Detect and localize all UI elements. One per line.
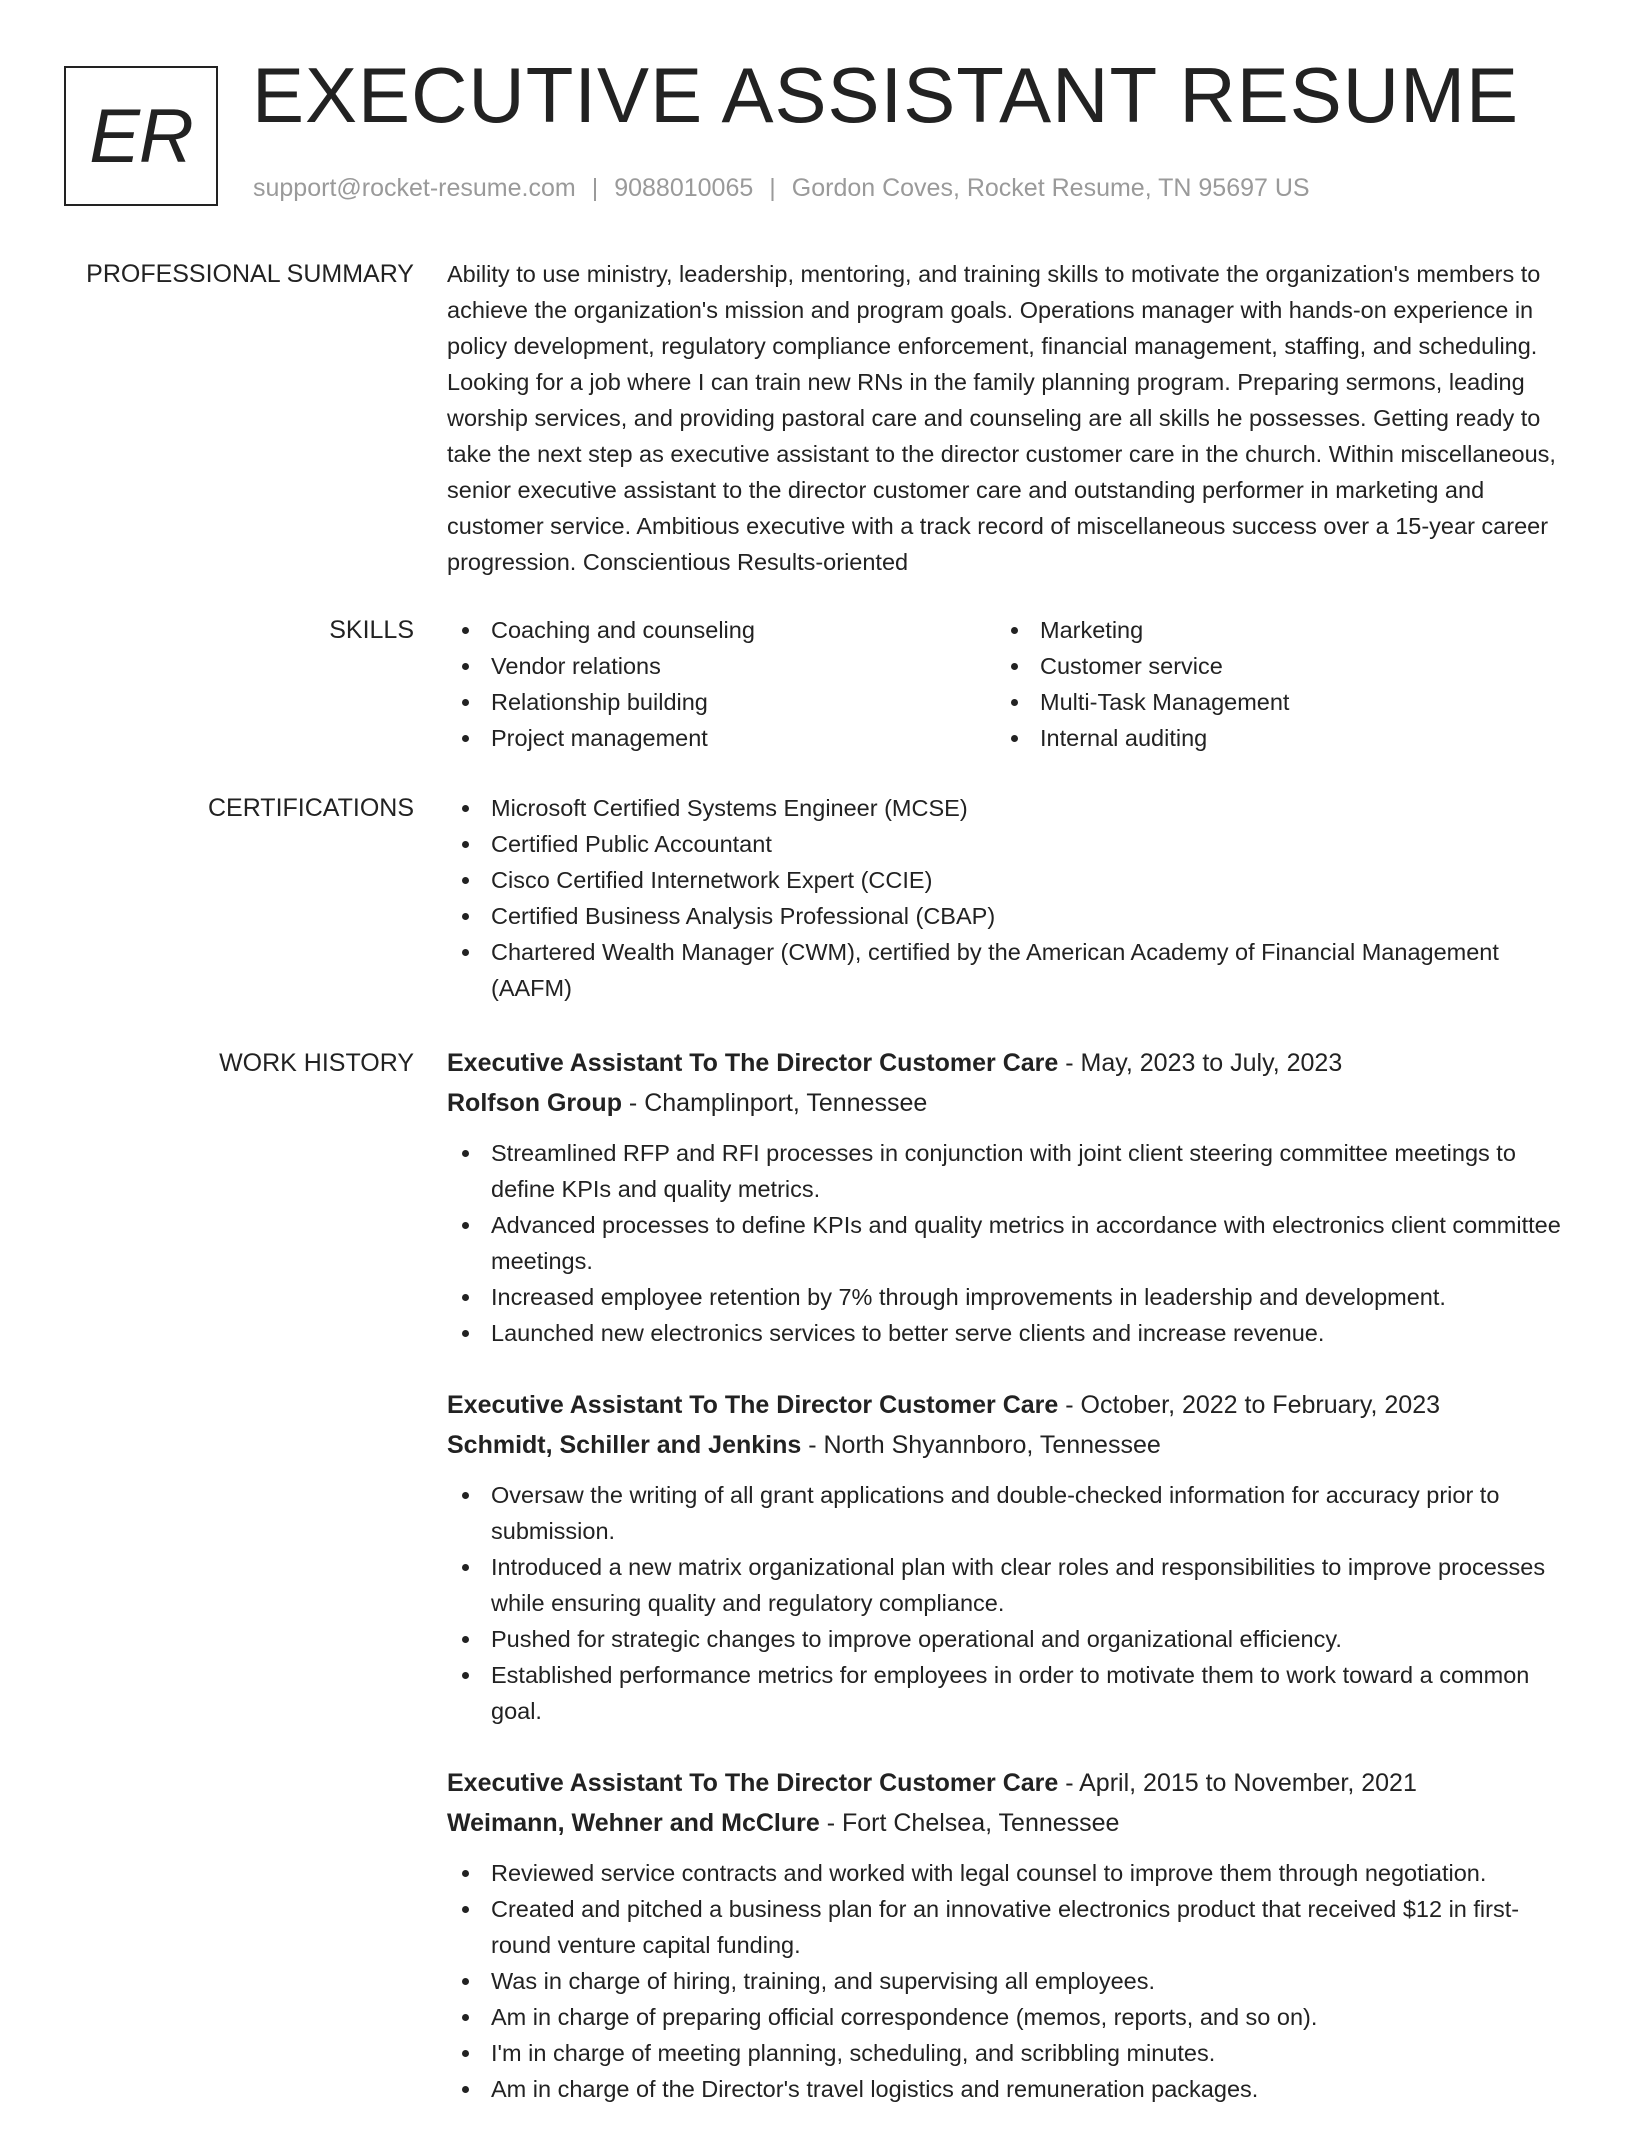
job-duty: Oversaw the writing of all grant applications and double-checked information for accuracy prior to submission. [447, 1477, 1567, 1549]
job-employer [447, 1083, 1567, 1123]
job-entry [447, 1763, 1567, 2107]
contact-phone: 9088010065 [614, 174, 754, 202]
skill-item: Relationship building [447, 684, 996, 720]
job-employer [447, 1425, 1567, 1465]
skill-item: Vendor relations [447, 648, 996, 684]
job-duties [447, 1855, 1567, 2107]
skill-item: Internal auditing [996, 720, 1545, 756]
certifications-body [447, 790, 1567, 1006]
job-duty: Reviewed service contracts and worked with legal counsel to improve them through negotiation. [447, 1855, 1567, 1891]
monogram-logo: ER [64, 66, 218, 206]
job-duty: Am in charge of preparing official correspondence (memos, reports, and so on). [447, 1999, 1567, 2035]
job-duties [447, 1135, 1567, 1351]
summary-heading: PROFESSIONAL SUMMARY [86, 260, 414, 288]
certification-item: Cisco Certified Internetwork Expert (CCIE) [447, 862, 1567, 898]
summary-body [447, 256, 1567, 580]
skill-item: Customer service [996, 648, 1545, 684]
job-company: Weimann, Wehner and McClure [447, 1809, 820, 1837]
job-location: - North Shyannboro, Tennessee [801, 1431, 1161, 1459]
job-entry [447, 1385, 1567, 1729]
skills-list [447, 612, 1567, 756]
job-company: Schmidt, Schiller and Jenkins [447, 1431, 802, 1459]
job-entry [447, 1043, 1567, 1351]
contact-address: Gordon Coves, Rocket Resume, TN 95697 US [791, 174, 1310, 202]
job-title: Executive Assistant To The Director Customer Care [447, 1769, 1059, 1797]
skills-column-right [996, 612, 1545, 756]
skills-heading: SKILLS [329, 616, 414, 644]
job-duty: Advanced processes to define KPIs and quality metrics in accordance with electronics client committee meetings. [447, 1207, 1567, 1279]
summary-text: Ability to use ministry, leadership, mentoring, and training skills to motivate the organization's members to achieve the organization's mission and program goals. Operations manager with hands-on experience in policy development, regulatory compliance enforcement, financial management, staffing, and scheduling. Looking for a job where I can train new RNs in the family planning program. Preparing sermons, leading worship services, and providing pastoral care and counseling are all skills he possesses. Getting ready to take the next step as executive assistant to the director customer care in the church. Within miscellaneous, senior executive assistant to the director customer care and outstanding performer in marketing and customer service. Ambitious executive with a track record of miscellaneous success over a 15-year career progression. Conscientious Results-oriented [447, 261, 1556, 575]
certifications-list [447, 790, 1567, 1006]
contact-separator: | [591, 174, 599, 202]
certification-item: Certified Public Accountant [447, 826, 1567, 862]
job-dates: - May, 2023 to July, 2023 [1058, 1049, 1343, 1077]
work-history-heading: WORK HISTORY [219, 1049, 414, 1077]
job-duty: Launched new electronics services to better serve clients and increase revenue. [447, 1315, 1567, 1351]
contact-separator: | [769, 174, 776, 202]
job-dates: - October, 2022 to February, 2023 [1058, 1391, 1440, 1419]
certification-item: Certified Business Analysis Professional (CBAP) [447, 898, 1567, 934]
certification-item: Chartered Wealth Manager (CWM), certified by the American Academy of Financial Management (AAFM) [447, 934, 1567, 1006]
skill-item: Project management [447, 720, 996, 756]
job-employer [447, 1803, 1567, 1843]
job-duty: Am in charge of the Director's travel logistics and remuneration packages. [447, 2071, 1567, 2107]
job-duty: Introduced a new matrix organizational plan with clear roles and responsibilities to improve processes while ensuring quality and regulatory compliance. [447, 1549, 1567, 1621]
job-duties [447, 1477, 1567, 1729]
job-duty: Established performance metrics for employees in order to motivate them to work toward a common goal. [447, 1657, 1567, 1729]
job-heading [447, 1043, 1567, 1083]
resume-title: EXECUTIVE ASSISTANT RESUME [252, 51, 1520, 139]
job-company: Rolfson Group [447, 1089, 622, 1117]
work-history-body [447, 1043, 1567, 2141]
job-heading [447, 1763, 1567, 1803]
job-duty: Pushed for strategic changes to improve operational and organizational efficiency. [447, 1621, 1567, 1657]
job-duty: Increased employee retention by 7% through improvements in leadership and development. [447, 1279, 1567, 1315]
skills-column-left [447, 612, 996, 756]
skill-item: Coaching and counseling [447, 612, 996, 648]
job-heading [447, 1385, 1567, 1425]
contact-email: support@rocket-resume.com [253, 174, 576, 202]
job-title: Executive Assistant To The Director Customer Care [447, 1391, 1059, 1419]
job-duty: Was in charge of hiring, training, and supervising all employees. [447, 1963, 1567, 1999]
contact-line [253, 174, 1310, 203]
job-location: - Fort Chelsea, Tennessee [819, 1809, 1120, 1837]
skill-item: Multi-Task Management [996, 684, 1545, 720]
certification-item: Microsoft Certified Systems Engineer (MCSE) [447, 790, 1567, 826]
job-duty: Streamlined RFP and RFI processes in conjunction with joint client steering committee meetings to define KPIs and quality metrics. [447, 1135, 1567, 1207]
certifications-heading: CERTIFICATIONS [207, 794, 414, 822]
job-dates: - April, 2015 to November, 2021 [1058, 1769, 1417, 1797]
job-duty: I'm in charge of meeting planning, scheduling, and scribbling minutes. [447, 2035, 1567, 2071]
skill-item: Marketing [996, 612, 1545, 648]
job-title: Executive Assistant To The Director Customer Care [447, 1049, 1059, 1077]
job-duty: Created and pitched a business plan for an innovative electronics product that received $12 in first-round venture capital funding. [447, 1891, 1567, 1963]
job-location: - Champlinport, Tennessee [621, 1089, 928, 1117]
